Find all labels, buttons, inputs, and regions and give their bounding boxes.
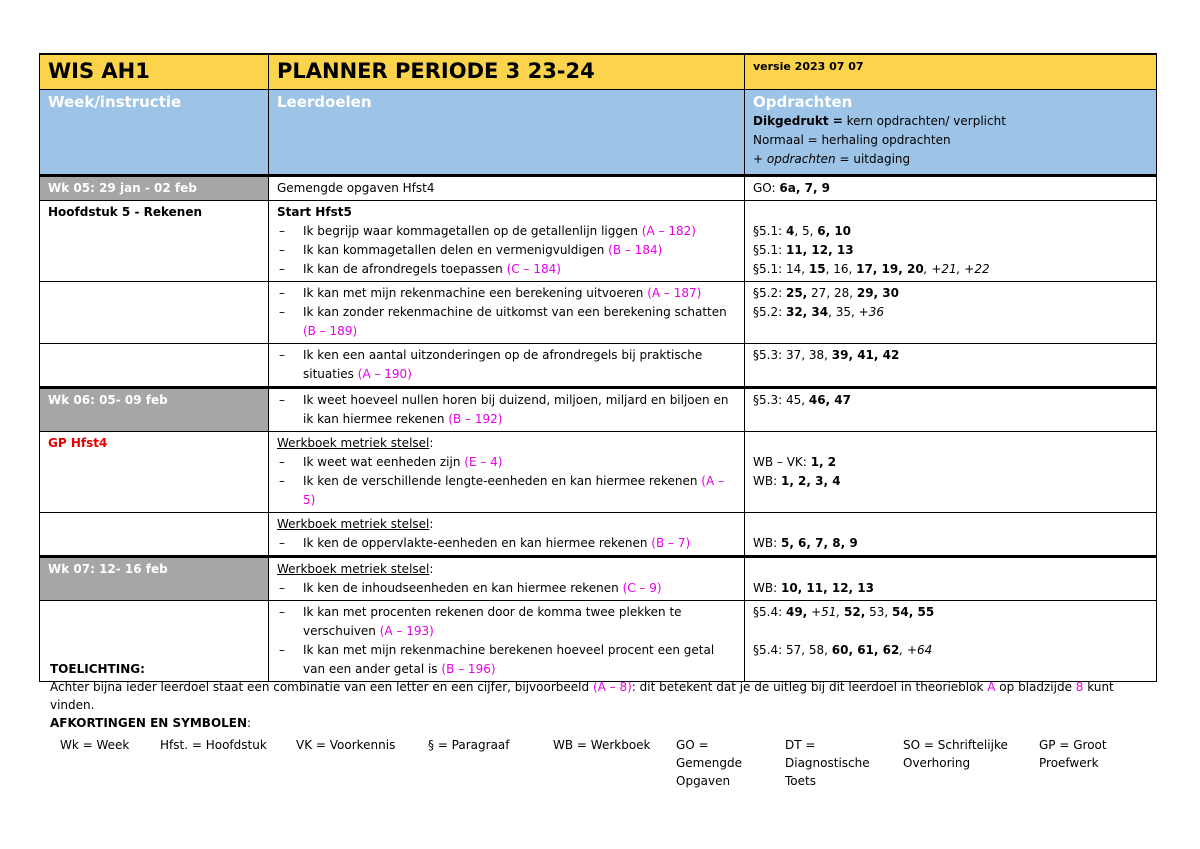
task-cell: [745, 513, 1157, 557]
legend-plus: [753, 150, 1148, 169]
row-h5-b: [40, 282, 1157, 344]
goal-text: Ik begrijp waar kommagetallen op de getallenlijn liggen: [303, 224, 638, 238]
task-cell: [745, 432, 1157, 513]
week-label: Wk 05: 29 jan - 02 feb: [40, 176, 269, 201]
task-line: [753, 241, 1148, 260]
goal-item: [277, 346, 736, 384]
legend-bold: [753, 112, 1148, 131]
task-line: [753, 453, 1148, 472]
week-header: [40, 90, 269, 176]
goal-ref: (C – 9): [622, 581, 662, 595]
column-header-row: [40, 90, 1157, 176]
task-bold: 10, 11, 12, 13: [780, 581, 874, 595]
task-cell: [745, 388, 1157, 432]
abbr-item: DT = Diagnostische Toets: [785, 738, 870, 788]
task-bold: 1, 2: [810, 455, 837, 469]
task-bold: 49,: [785, 605, 808, 619]
title-row: [40, 54, 1157, 90]
abbr-item: Wk = Week: [60, 738, 130, 752]
task-line: [753, 472, 1148, 491]
workbook-title: Werkboek metriek stelsel: [277, 517, 430, 531]
goal-ref: (B – 189): [303, 324, 358, 338]
goal-item: [277, 391, 736, 429]
task-prefix: §5.3: 45,: [753, 393, 806, 407]
row-gp-b: [40, 513, 1157, 557]
task-normal: 27, 28,: [807, 286, 854, 300]
task-prefix: WB:: [753, 474, 778, 488]
goal-text: Ik kan de afrondregels toepassen: [303, 262, 503, 276]
goal-ref: (A – 193): [379, 624, 434, 638]
start-label: Start Hfst5: [277, 205, 352, 219]
task-prefix: §5.2:: [753, 305, 783, 319]
goal-ref: (B – 196): [441, 662, 496, 676]
task-line: [753, 303, 1148, 322]
task-plus: , +64: [899, 643, 933, 657]
row-gp: [40, 432, 1157, 513]
goal-ref: (B – 184): [608, 243, 663, 257]
spacer: [753, 515, 1148, 534]
task-prefix: §5.2:: [753, 286, 783, 300]
goal-cell: [269, 388, 745, 432]
notes-section: [50, 660, 1150, 732]
goal-item: [277, 241, 736, 260]
note-example: (A – 8): [592, 680, 632, 694]
goal-ref: (E – 4): [464, 455, 503, 469]
abbr-colon: :: [247, 716, 252, 730]
task-line: [753, 579, 1148, 598]
task-plus: +51,: [811, 605, 841, 619]
version-label: versie 2023 07 07: [745, 54, 1157, 90]
task-bold: 52,: [844, 605, 866, 619]
legend-plus-text: = uitdaging: [839, 152, 911, 166]
goal-ref: (A – 5): [303, 474, 724, 507]
goal-text: Ik kan kommagetallen delen en vermenigvuldigen: [303, 243, 605, 257]
goal-cell: [269, 432, 745, 513]
note-text: : dit betekent dat je de uitleg bij dit leerdoel in theorieblok: [631, 680, 984, 694]
task-bold: 17, 19, 20: [856, 262, 924, 276]
task-bold: 4: [785, 224, 795, 238]
abbr-item: GO = Gemengde Opgaven: [676, 738, 742, 788]
goal-ref: (A – 187): [647, 286, 702, 300]
week-header-label: Week/instructie: [48, 93, 182, 111]
spacer: [753, 560, 1148, 579]
task-line: [753, 284, 1148, 303]
row-h5: [40, 201, 1157, 282]
note-page: 8: [1075, 680, 1084, 694]
row-wk06: [40, 388, 1157, 432]
note-text: kunt vinden.: [50, 680, 1114, 712]
workbook-label: Werkboek metriek stelsel:: [277, 436, 434, 450]
task-bold: 29, 30: [856, 286, 899, 300]
goal-cell: [269, 201, 745, 282]
note-letter: A: [987, 680, 996, 694]
task-bold: 15: [808, 262, 826, 276]
task-cell: [745, 557, 1157, 601]
task-bold: 39, 41, 42: [831, 348, 900, 362]
task-line: [753, 346, 1148, 365]
legend-plus-label: + opdrachten: [753, 152, 836, 166]
task-line: [753, 391, 1148, 410]
toelichting-heading: TOELICHTING:: [50, 662, 145, 676]
goal-text: Ik ken de verschillende lengte-eenheden en kan hiermee rekenen: [303, 474, 698, 488]
course-title: WIS AH1: [40, 54, 269, 90]
task-cell: [745, 201, 1157, 282]
task-bold: 6, 10: [817, 224, 852, 238]
week-label: Wk 06: 05- 09 feb: [40, 388, 269, 432]
toelichting-text: [50, 678, 1150, 714]
week-label: Wk 07: 12- 16 feb: [40, 557, 269, 601]
goal-item: [277, 453, 736, 472]
row-wk05: [40, 176, 1157, 201]
goal-cell: [269, 513, 745, 557]
workbook-label: Werkboek metriek stelsel:: [277, 562, 434, 576]
goal-item: [277, 222, 736, 241]
workbook-title: Werkboek metriek stelsel: [277, 436, 430, 450]
task-line: [753, 222, 1148, 241]
row-wk07: [40, 557, 1157, 601]
row-h5-c: [40, 344, 1157, 388]
goal-text: Ik kan met procenten rekenen door de komma twee plekken te verschuiven: [303, 605, 682, 638]
task-prefix: WB:: [753, 536, 778, 550]
goal-text: Ik ken een aantal uitzonderingen op de afrondregels bij praktische situaties: [303, 348, 703, 381]
planner-document: [39, 53, 1156, 682]
task-prefix: §5.4: 57, 58,: [753, 643, 828, 657]
goal-ref: (B – 192): [448, 412, 503, 426]
goal-text: Ik weet hoeveel nullen horen bij duizend, miljoen, miljard en biljoen en ik kan hiermee rekenen: [303, 393, 729, 426]
abbr-item: VK = Voorkennis: [296, 738, 396, 752]
planner-table: [39, 53, 1157, 682]
empty-cell: [40, 344, 269, 388]
abbr-item: GP = Groot Proefwerk: [1039, 738, 1107, 770]
task-prefix: §5.4:: [753, 605, 783, 619]
task-bold: 6a, 7, 9: [779, 181, 831, 195]
task-normal: , 5,: [794, 224, 814, 238]
tasks-header: [745, 90, 1157, 176]
task-bold: 32, 34: [785, 305, 829, 319]
goal-text: Ik kan met mijn rekenmachine berekenen hoeveel procent een getal van een ander getal is: [303, 643, 715, 676]
empty-cell: [40, 513, 269, 557]
legend-normal: Normaal = herhaling opdrachten: [753, 133, 951, 147]
abbr-item: SO = Schriftelijke Overhoring: [903, 738, 1008, 770]
task-line: [753, 260, 1148, 279]
task-line: [753, 603, 1148, 622]
task-bold: 11, 12, 13: [785, 243, 854, 257]
abbr-heading: [50, 714, 1150, 732]
goal-item: [277, 284, 736, 303]
task-line: [753, 641, 1148, 660]
goal-item: [277, 603, 736, 641]
abbr-item: § = Paragraaf: [428, 738, 510, 752]
goal-cell: [269, 282, 745, 344]
task-plus: +36: [858, 305, 884, 319]
task-bold: 54, 55: [892, 605, 935, 619]
goal-ref: (B – 7): [651, 536, 691, 550]
task-line: [753, 534, 1148, 553]
task-cell: [745, 176, 1157, 201]
legend-bold-text: kern opdrachten/ verplicht: [846, 114, 1006, 128]
goal-ref: (C – 184): [506, 262, 561, 276]
goal-text: Ik ken de inhoudseenheden en kan hiermee rekenen: [303, 581, 619, 595]
goals-header-label: Leerdoelen: [277, 93, 372, 111]
task-bold: 60, 61, 62: [831, 643, 900, 657]
task-normal: 53,: [865, 605, 889, 619]
chapter-label: Hoofdstuk 5 - Rekenen: [40, 201, 269, 282]
task-prefix: §5.3: 37, 38,: [753, 348, 828, 362]
gp-label: GP Hfst4: [40, 432, 269, 513]
task-cell: [745, 282, 1157, 344]
task-prefix: WB – VK:: [753, 455, 807, 469]
spacer: [753, 622, 1148, 641]
task-bold: 5, 6, 7, 8, 9: [780, 536, 858, 550]
goal-item: [277, 472, 736, 510]
note-text: Achter bijna ieder leerdoel staat een combinatie van een letter en een cijfer, bijvoorbeeld: [50, 680, 590, 694]
task-prefix: §5.1: 14,: [753, 262, 806, 276]
task-bold: 25,: [785, 286, 808, 300]
abbr-item: Hfst. = Hoofdstuk: [160, 738, 267, 752]
task-prefix: WB:: [753, 581, 778, 595]
legend-bold-label: Dikgedrukt =: [753, 114, 843, 128]
goal-ref: (A – 182): [641, 224, 696, 238]
task-prefix: §5.1:: [753, 243, 783, 257]
goal-item: [277, 260, 736, 279]
goal-ref: (A – 190): [357, 367, 412, 381]
goal-item: [277, 534, 736, 553]
task-bold: 1, 2, 3, 4: [780, 474, 841, 488]
goal-text: Ik kan met mijn rekenmachine een berekening uitvoeren: [303, 286, 644, 300]
abbr-title: AFKORTINGEN EN SYMBOLEN: [50, 716, 248, 730]
note-text: op bladzijde: [999, 680, 1072, 694]
task-prefix: §5.1:: [753, 224, 783, 238]
task-normal: , 16,: [825, 262, 853, 276]
goal-cell: [269, 557, 745, 601]
goal-item: [277, 579, 736, 598]
planner-title: PLANNER PERIODE 3 23-24: [269, 54, 745, 90]
tasks-header-label: Opdrachten: [753, 93, 853, 111]
task-normal: , 35,: [828, 305, 855, 319]
spacer: [753, 434, 1148, 453]
goal-item: [277, 303, 736, 341]
task-prefix: GO:: [753, 181, 776, 195]
goal-text: Ik weet wat eenheden zijn: [303, 455, 461, 469]
goals-header: [269, 90, 745, 176]
goal-cell: [269, 344, 745, 388]
workbook-label: Werkboek metriek stelsel:: [277, 517, 434, 531]
empty-cell: [40, 282, 269, 344]
task-bold: 46, 47: [808, 393, 851, 407]
goal-text: Ik kan zonder rekenmachine de uitkomst van een berekening schatten: [303, 305, 727, 319]
spacer: [753, 203, 1148, 222]
workbook-title: Werkboek metriek stelsel: [277, 562, 430, 576]
goal-cell: Gemengde opgaven Hfst4: [269, 176, 745, 201]
task-plus: , +21, +22: [923, 262, 990, 276]
abbr-item: WB = Werkboek: [553, 738, 651, 752]
task-cell: [745, 344, 1157, 388]
goal-text: Ik ken de oppervlakte-eenheden en kan hiermee rekenen: [303, 536, 648, 550]
